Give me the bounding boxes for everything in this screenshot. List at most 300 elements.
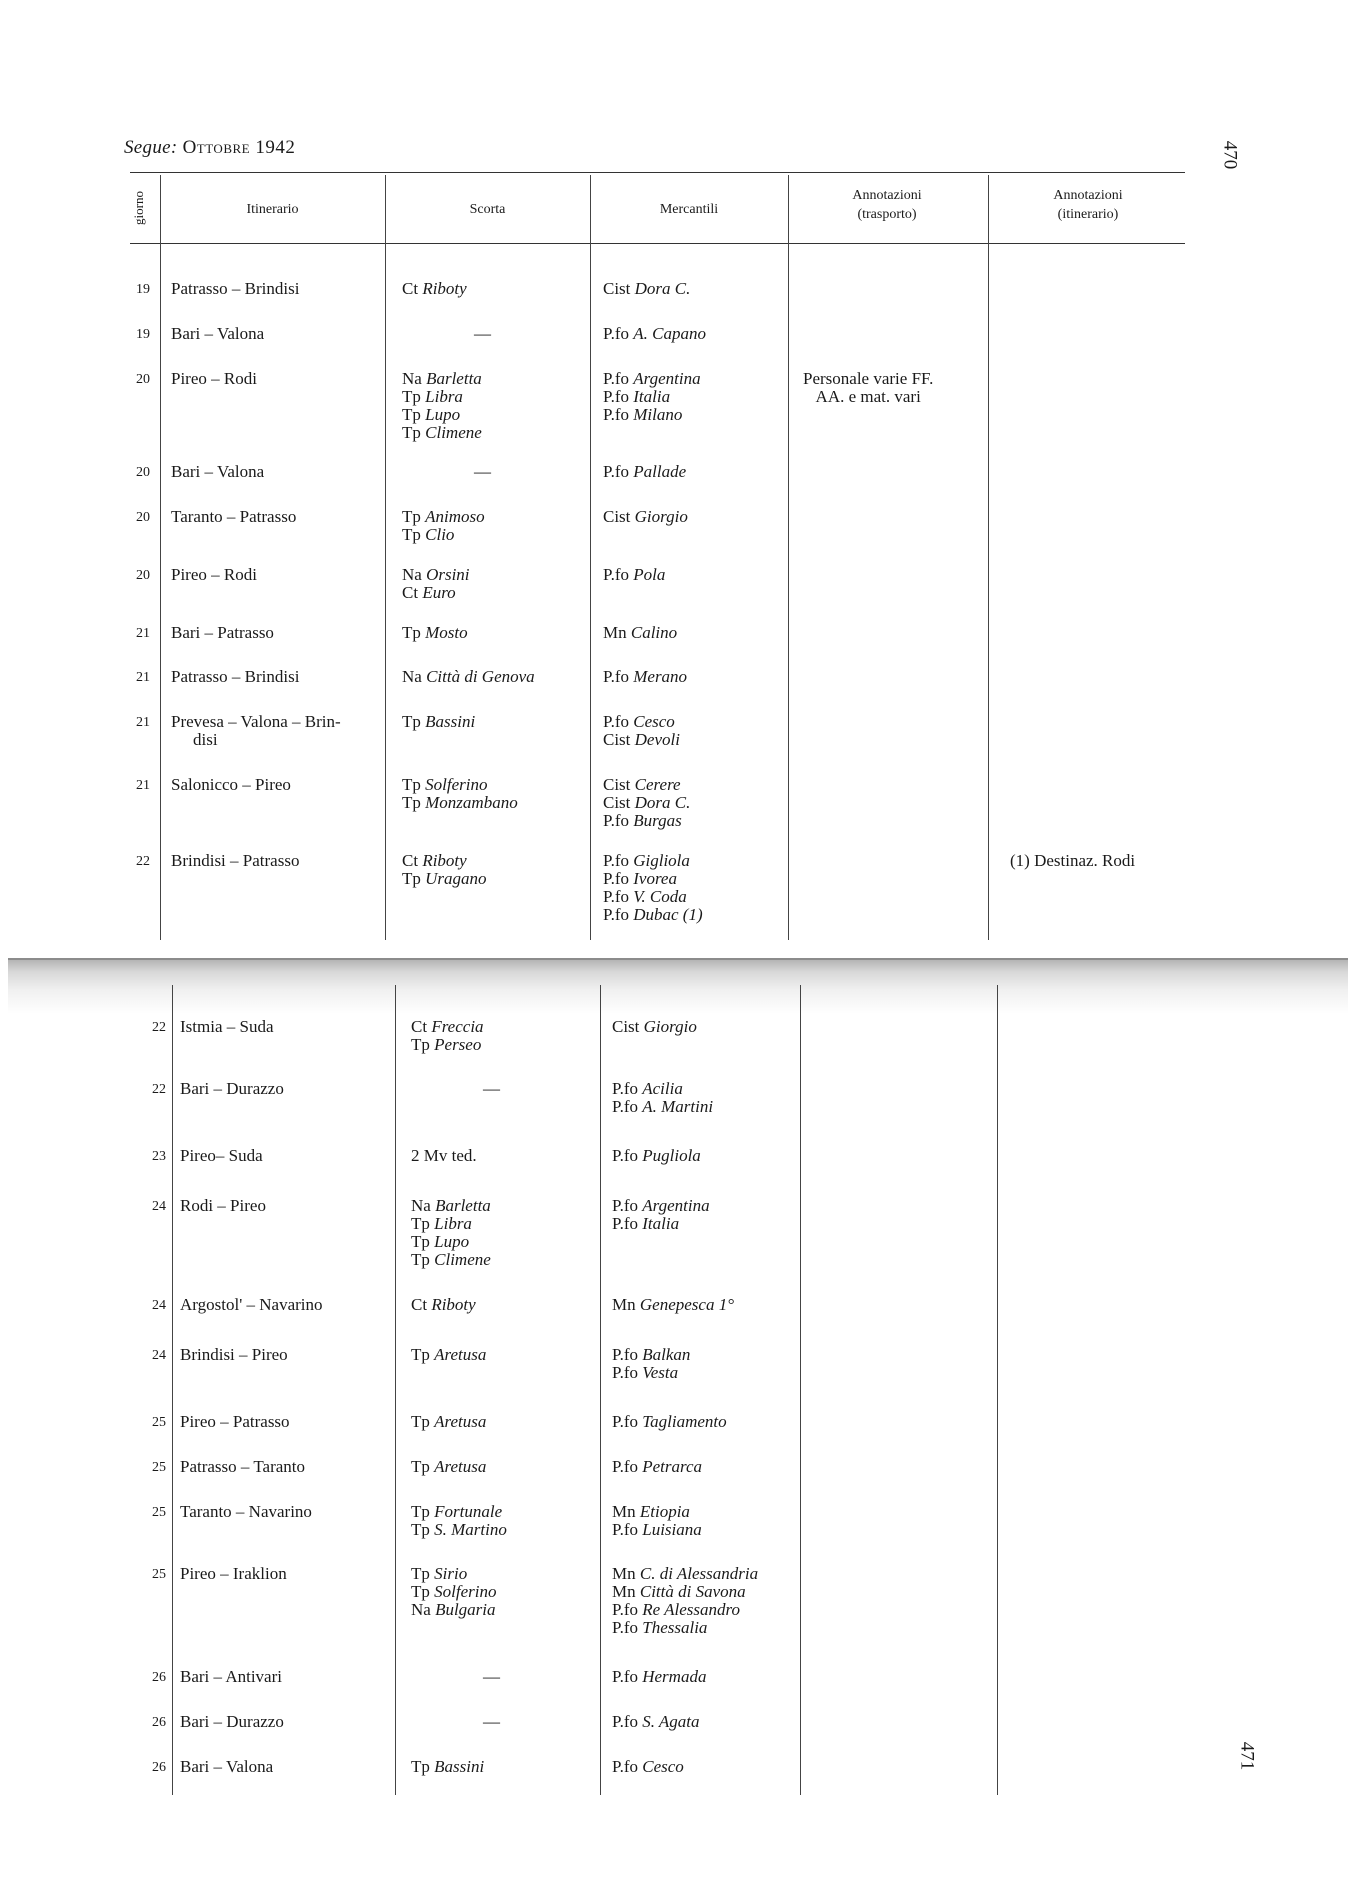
escort-cell xyxy=(402,713,475,731)
escort-cell xyxy=(411,1565,496,1619)
ship-name: Balkan xyxy=(642,1345,691,1364)
ship-type: P.fo xyxy=(612,1363,638,1382)
ship-entry xyxy=(402,526,485,544)
merchants-cell xyxy=(612,1668,706,1686)
ship-type: P.fo xyxy=(603,811,629,830)
route-cell xyxy=(171,280,299,298)
ship-entry xyxy=(603,812,690,830)
route-cell xyxy=(180,1346,288,1364)
ship-type: P.fo xyxy=(603,565,629,584)
ship-entry xyxy=(402,370,482,388)
ship-entry xyxy=(612,1018,697,1036)
page-fold-shadow xyxy=(8,960,1348,1014)
escort-cell xyxy=(402,668,535,686)
merchants-cell xyxy=(612,1565,758,1637)
ship-entry xyxy=(612,1565,758,1583)
merchants-cell xyxy=(612,1147,701,1165)
ship-entry xyxy=(402,508,485,526)
merchants-cell xyxy=(603,852,703,924)
merchants-cell xyxy=(603,370,701,424)
annotation-itinerario-cell: (1) Destinaz. Rodi xyxy=(1010,851,1136,870)
ship-name: Dora C. xyxy=(634,279,691,298)
ship-type: P.fo xyxy=(612,1457,638,1476)
ship-type: P.fo xyxy=(612,1600,638,1619)
ship-type: Tp xyxy=(411,1035,430,1054)
day-cell: 23 xyxy=(152,1149,166,1164)
segue-label: Segue: xyxy=(124,137,178,158)
ship-name: A. Capano xyxy=(633,324,706,343)
ship-name: Milano xyxy=(633,405,683,424)
ship-type: Cist xyxy=(603,775,631,794)
route-line: Bari – Antivari xyxy=(180,1667,282,1686)
ship-type: Tp xyxy=(411,1250,430,1269)
day-cell: 22 xyxy=(152,1020,166,1035)
day-cell: 21 xyxy=(136,626,150,641)
route-cell xyxy=(180,1758,273,1776)
ship-name: Climene xyxy=(434,1250,491,1269)
route-cell xyxy=(180,1080,284,1098)
merchants-cell xyxy=(603,624,677,642)
ship-name: Lupo xyxy=(425,405,461,424)
ship-type: Na xyxy=(402,667,422,686)
ship-name: Animoso xyxy=(425,507,485,526)
ship-entry xyxy=(402,624,468,642)
route-line: Rodi – Pireo xyxy=(180,1196,266,1215)
day-cell: 26 xyxy=(152,1670,166,1685)
ship-entry xyxy=(402,566,470,584)
ship-name: Merano xyxy=(633,667,688,686)
route-cell xyxy=(171,713,341,749)
ship-entry xyxy=(603,624,677,642)
merchants-cell xyxy=(612,1080,713,1116)
header-bottom-rule xyxy=(130,243,1185,244)
ship-entry xyxy=(612,1147,701,1165)
ship-entry xyxy=(612,1413,727,1431)
ship-name: Città di Savona xyxy=(639,1582,746,1601)
column-rule xyxy=(800,985,801,1795)
column-header-annotazioni-itinerario xyxy=(988,186,1188,224)
ship-type: Tp xyxy=(402,525,421,544)
ship-type: P.fo xyxy=(612,1146,638,1165)
ship-type: Cist xyxy=(603,507,631,526)
ship-type: P.fo xyxy=(612,1757,638,1776)
ship-name: Acilia xyxy=(642,1079,683,1098)
ship-type: P.fo xyxy=(612,1196,638,1215)
ship-entry xyxy=(603,852,703,870)
route-cell xyxy=(180,1713,284,1731)
route-cell xyxy=(180,1668,282,1686)
ship-entry xyxy=(402,668,535,686)
ship-entry xyxy=(402,280,467,298)
ship-type: Na xyxy=(411,1196,431,1215)
ship-name: Bassini xyxy=(425,712,476,731)
ship-name: Etiopia xyxy=(639,1502,690,1521)
ship-name: Petrarca xyxy=(642,1457,703,1476)
ship-name: Bassini xyxy=(434,1757,485,1776)
merchants-cell xyxy=(612,1346,690,1382)
ship-entry xyxy=(603,888,703,906)
ship-name: Solferino xyxy=(434,1582,497,1601)
header-top-rule xyxy=(130,172,1185,173)
ship-entry xyxy=(603,406,701,424)
ship-entry xyxy=(603,388,701,406)
merchants-cell xyxy=(612,1197,710,1233)
column-rule xyxy=(172,985,173,1795)
ship-entry xyxy=(603,668,687,686)
route-line: Pireo – Iraklion xyxy=(180,1564,287,1583)
ship-type: P.fo xyxy=(603,905,629,924)
column-header-itinerario: Itinerario xyxy=(246,202,299,217)
route-line: Salonicco – Pireo xyxy=(171,775,291,794)
ship-type: P.fo xyxy=(603,324,629,343)
ship-entry xyxy=(612,1758,684,1776)
day-cell: 26 xyxy=(152,1760,166,1775)
route-cell xyxy=(180,1197,266,1215)
ship-type: P.fo xyxy=(603,712,629,731)
merchants-cell xyxy=(603,508,688,526)
ship-entry xyxy=(612,1521,702,1539)
escort-cell xyxy=(411,1503,507,1539)
route-line: Pireo – Rodi xyxy=(171,369,257,388)
ship-entry xyxy=(603,776,690,794)
column-header-mercantili: Mercantili xyxy=(659,202,719,217)
ship-type: Ct xyxy=(411,1017,428,1036)
ship-type: Tp xyxy=(402,869,421,888)
ship-type: Tp xyxy=(411,1457,430,1476)
merchants-cell xyxy=(603,566,665,584)
ship-name: Clio xyxy=(425,525,455,544)
ship-name: Fortunale xyxy=(434,1502,503,1521)
route-line: Istmia – Suda xyxy=(180,1017,274,1036)
ship-entry xyxy=(603,731,680,749)
ship-entry xyxy=(603,508,688,526)
ship-entry xyxy=(411,1521,507,1539)
ship-name: Re Alessandro xyxy=(642,1600,740,1619)
ship-type: Tp xyxy=(411,1520,430,1539)
ship-type: Mn xyxy=(612,1295,636,1314)
ship-type: P.fo xyxy=(612,1097,638,1116)
ship-name: Climene xyxy=(425,423,482,442)
ship-entry xyxy=(402,713,475,731)
ship-type: Mn xyxy=(603,623,627,642)
ship-type: Tp xyxy=(411,1345,430,1364)
route-line: Brindisi – Pireo xyxy=(180,1345,288,1364)
ship-entry xyxy=(612,1215,710,1233)
merchants-cell xyxy=(603,668,687,686)
ship-name: Giorgio xyxy=(643,1017,697,1036)
ship-type: P.fo xyxy=(612,1412,638,1431)
ship-entry xyxy=(612,1458,702,1476)
escort-cell xyxy=(411,1346,486,1364)
annotazioni-trasporto-line1: Annotazioni xyxy=(852,188,922,203)
route-cell xyxy=(180,1413,290,1431)
ship-type: Tp xyxy=(411,1582,430,1601)
ship-entry xyxy=(612,1668,706,1686)
ship-entry xyxy=(612,1080,713,1098)
escort-cell xyxy=(402,776,518,812)
ship-name: Argentina xyxy=(633,369,701,388)
escort-dash: — xyxy=(483,1079,500,1098)
ship-name: Sirio xyxy=(434,1564,468,1583)
merchants-cell xyxy=(612,1413,727,1431)
route-line: Patrasso – Brindisi xyxy=(171,279,300,298)
ship-name: Cerere xyxy=(634,775,681,794)
ship-name: Cesco xyxy=(633,712,675,731)
day-cell: 19 xyxy=(136,282,150,297)
ship-name: Libra xyxy=(425,387,463,406)
ship-entry xyxy=(402,424,482,442)
ship-entry xyxy=(411,1565,496,1583)
ship-type: Cist xyxy=(603,279,631,298)
ship-type: P.fo xyxy=(603,369,629,388)
ship-entry xyxy=(603,280,690,298)
ship-entry xyxy=(603,325,706,343)
ship-name: Solferino xyxy=(425,775,488,794)
day-cell: 20 xyxy=(136,465,150,480)
annotazioni-itinerario-line2: (itinerario) xyxy=(1057,207,1119,222)
ship-type: Na xyxy=(402,565,422,584)
route-line: Bari – Durazzo xyxy=(180,1079,284,1098)
route-line: Pireo– Suda xyxy=(180,1146,263,1165)
ship-type: P.fo xyxy=(612,1079,638,1098)
ship-name: Italia xyxy=(633,387,671,406)
escort-cell xyxy=(411,1758,484,1776)
page-number-bottom: 471 xyxy=(1236,1741,1258,1771)
ship-entry xyxy=(411,1583,496,1601)
route-cell xyxy=(171,508,296,526)
ship-entry xyxy=(411,1296,476,1314)
ship-name: Orsini xyxy=(426,565,470,584)
annotazioni-trasporto-line2: (trasporto) xyxy=(857,207,917,222)
day-cell: 25 xyxy=(152,1460,166,1475)
merchants-cell xyxy=(603,325,706,343)
route-line: Argostol' – Navarino xyxy=(180,1295,323,1314)
route-line: Taranto – Patrasso xyxy=(171,507,297,526)
ship-name: Tagliamento xyxy=(642,1412,727,1431)
column-rule xyxy=(788,175,789,940)
day-cell: 21 xyxy=(136,715,150,730)
column-rule xyxy=(160,175,161,940)
escort-cell xyxy=(402,508,485,544)
ship-type: P.fo xyxy=(603,462,629,481)
escort-dash: — xyxy=(474,462,491,481)
ship-type: Cist xyxy=(603,793,631,812)
ship-name: Giorgio xyxy=(634,507,688,526)
route-line: Prevesa – Valona – Brin- xyxy=(171,712,341,731)
ship-entry xyxy=(603,794,690,812)
ship-entry xyxy=(612,1619,758,1637)
ship-name: Burgas xyxy=(633,811,682,830)
ship-name: Cesco xyxy=(642,1757,684,1776)
ship-name: Pola xyxy=(633,565,666,584)
ship-name: Hermada xyxy=(642,1667,707,1686)
route-cell xyxy=(171,370,257,388)
ship-name: Aretusa xyxy=(434,1457,487,1476)
ship-name: Dubac (1) xyxy=(633,905,703,924)
ship-type: P.fo xyxy=(612,1618,638,1637)
day-cell: 25 xyxy=(152,1505,166,1520)
merchants-cell xyxy=(603,713,680,749)
ship-name: Genepesca 1° xyxy=(639,1295,734,1314)
annotation-line: Personale varie FF. xyxy=(803,369,934,388)
ship-name: Italia xyxy=(642,1214,680,1233)
ship-entry xyxy=(612,1713,700,1731)
escort-cell xyxy=(411,1018,484,1054)
ship-entry xyxy=(612,1583,758,1601)
ship-type: Tp xyxy=(402,423,421,442)
escort-cell xyxy=(402,852,487,888)
ship-entry xyxy=(603,566,665,584)
route-cell xyxy=(171,624,274,642)
ship-entry xyxy=(402,794,518,812)
ship-entry xyxy=(411,1346,486,1364)
ship-type: Tp xyxy=(411,1412,430,1431)
ship-name: Freccia xyxy=(431,1017,484,1036)
ship-entry xyxy=(411,1458,486,1476)
ship-name: Barletta xyxy=(426,369,482,388)
ship-type: Mn xyxy=(612,1582,636,1601)
annotation-trasporto-cell xyxy=(803,370,933,406)
ship-type: P.fo xyxy=(612,1667,638,1686)
ship-entry xyxy=(612,1364,690,1382)
ship-type: P.fo xyxy=(603,667,629,686)
merchants-cell xyxy=(612,1713,700,1731)
ship-entry xyxy=(402,406,482,424)
route-cell xyxy=(180,1147,263,1165)
day-cell: 26 xyxy=(152,1715,166,1730)
merchants-cell xyxy=(612,1018,697,1036)
ship-type: Tp xyxy=(411,1502,430,1521)
ship-entry xyxy=(402,852,487,870)
ship-type: P.fo xyxy=(603,887,629,906)
ship-name: Ivorea xyxy=(633,869,677,888)
ship-name: Riboty xyxy=(431,1295,476,1314)
ship-name: Gigliola xyxy=(633,851,690,870)
ship-name: Barletta xyxy=(435,1196,491,1215)
ship-type: P.fo xyxy=(612,1712,638,1731)
ship-name: Calino xyxy=(630,623,678,642)
merchants-cell xyxy=(612,1458,702,1476)
escort-cell xyxy=(402,280,467,298)
ship-entry xyxy=(411,1197,491,1215)
ship-name: Devoli xyxy=(634,730,680,749)
ship-type: Tp xyxy=(402,775,421,794)
ship-name: Riboty xyxy=(422,279,467,298)
ship-entry xyxy=(411,1758,484,1776)
route-cell xyxy=(171,325,264,343)
ship-name: Mosto xyxy=(425,623,468,642)
ship-entry xyxy=(603,906,703,924)
ship-name: Monzambano xyxy=(425,793,518,812)
ship-type: Tp xyxy=(402,793,421,812)
ship-entry xyxy=(411,1503,507,1521)
day-cell: 20 xyxy=(136,510,150,525)
escort-cell xyxy=(411,1413,486,1431)
route-line: Bari – Valona xyxy=(180,1757,274,1776)
page-number-top: 470 xyxy=(1219,140,1241,170)
route-line: Patrasso – Taranto xyxy=(180,1457,306,1476)
route-cell xyxy=(180,1296,323,1314)
day-cell: 25 xyxy=(152,1415,166,1430)
escort-cell xyxy=(402,566,470,602)
ship-name: Dora C. xyxy=(634,793,691,812)
route-line: Brindisi – Patrasso xyxy=(171,851,300,870)
escort-cell xyxy=(402,370,482,442)
ship-entry xyxy=(612,1197,710,1215)
ship-name: Thessalia xyxy=(642,1618,708,1637)
escort-cell xyxy=(402,624,468,642)
ship-type: Cist xyxy=(603,730,631,749)
column-rule xyxy=(600,985,601,1795)
day-cell: 21 xyxy=(136,670,150,685)
ship-name: Pallade xyxy=(633,462,687,481)
ship-type: Ct xyxy=(402,279,419,298)
ship-type: Tp xyxy=(402,387,421,406)
ship-name: Euro xyxy=(422,583,456,602)
ship-type: Tp xyxy=(402,712,421,731)
ship-type: Mn xyxy=(612,1502,636,1521)
month-label: Ottobre 1942 xyxy=(182,137,296,158)
ship-type: P.fo xyxy=(603,869,629,888)
route-line: Bari – Durazzo xyxy=(180,1712,284,1731)
ship-type: P.fo xyxy=(612,1520,638,1539)
merchants-cell xyxy=(612,1296,734,1314)
ship-entry xyxy=(402,584,470,602)
route-line: Pireo – Patrasso xyxy=(180,1412,290,1431)
escort-cell: 2 Mv ted. xyxy=(411,1146,477,1165)
ship-name: Aretusa xyxy=(434,1412,487,1431)
route-line: Taranto – Navarino xyxy=(180,1502,312,1521)
merchants-cell xyxy=(603,463,686,481)
day-cell: 25 xyxy=(152,1567,166,1582)
ship-entry xyxy=(612,1098,713,1116)
column-rule xyxy=(988,175,989,940)
ship-name: Argentina xyxy=(642,1196,710,1215)
route-cell xyxy=(180,1018,274,1036)
day-cell: 22 xyxy=(152,1082,166,1097)
day-cell: 19 xyxy=(136,327,150,342)
ship-type: Cist xyxy=(612,1017,640,1036)
ship-entry xyxy=(411,1018,484,1036)
escort-dash: — xyxy=(483,1667,500,1686)
ship-type: P.fo xyxy=(603,387,629,406)
ship-type: P.fo xyxy=(603,405,629,424)
ship-entry xyxy=(411,1601,496,1619)
column-rule xyxy=(590,175,591,940)
day-cell: 22 xyxy=(136,854,150,869)
day-cell: 24 xyxy=(152,1298,166,1313)
ship-name: Aretusa xyxy=(434,1345,487,1364)
route-line: Bari – Valona xyxy=(171,324,265,343)
route-cell xyxy=(180,1565,287,1583)
ship-name: C. di Alessandria xyxy=(639,1564,759,1583)
escort-cell xyxy=(411,1458,486,1476)
route-line: disi xyxy=(193,730,218,749)
ship-type: Na xyxy=(402,369,422,388)
ship-type: Ct xyxy=(411,1295,428,1314)
ship-name: Lupo xyxy=(434,1232,470,1251)
annotation-line: AA. e mat. vari xyxy=(815,387,921,406)
ship-type: Tp xyxy=(402,623,421,642)
ship-entry xyxy=(612,1503,702,1521)
ship-name: Riboty xyxy=(422,851,467,870)
escort-dash: — xyxy=(474,324,491,343)
route-cell xyxy=(171,668,299,686)
ship-entry xyxy=(612,1296,734,1314)
merchants-cell xyxy=(603,776,690,830)
route-line: Bari – Patrasso xyxy=(171,623,274,642)
escort-dash: — xyxy=(483,1712,500,1731)
